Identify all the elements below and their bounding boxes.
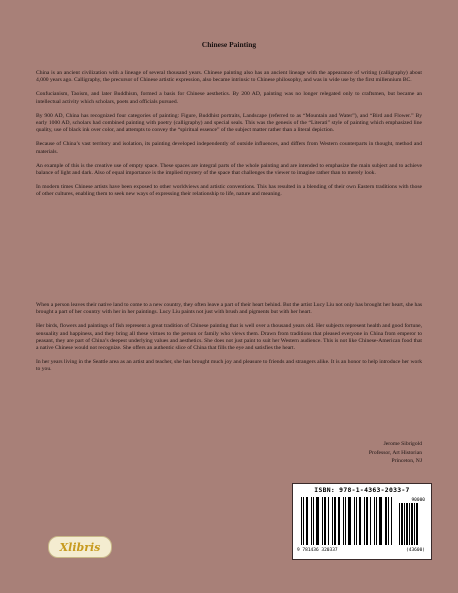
paragraph: When a person leaves their native land to come to a new country, they often leave a part of their heart behind. But the artist Lucy Liu not only has brought her heart, she has brought a part of her country with her in her paintings. Lucy Liu paints not just with brush and pigments but with her heart. [36,302,422,316]
barcode-addon-bar [409,503,410,545]
barcode-bar [316,497,319,545]
barcode-bar [322,497,323,545]
barcode-bar [366,497,368,545]
barcode-bars [301,497,425,545]
barcode-addon-bar [401,503,403,545]
barcode-bar [301,497,302,545]
barcode-bar [306,497,308,545]
barcode-bar [354,497,355,545]
barcode-addon-bar [404,503,405,545]
paragraph: Confucianism, Taoism, and later Buddhism, formed a basis for Chinese aesthetics. By 200 AD, painting was no longer relegated only to craftsmen, but became an intellectual activity which scholars, poets and officials pursued. [36,91,422,105]
publisher-logo [48,536,112,558]
barcode-bar [332,497,333,545]
barcode-addon-bar [414,503,415,545]
barcode-addon-bar [411,503,413,545]
artist-section [36,302,422,381]
barcode-bar [324,497,326,545]
barcode-bar [364,497,365,545]
barcode-bar [379,497,382,545]
barcode-digits: 9 781436 320337 [297,548,338,553]
barcode-bar [334,497,336,545]
paragraph: Her birds, flowers and paintings of fish represent a great tradition of Chinese painting that is well over a thousand years old. Her subjects represent health and good fortune, sensuality and happiness, and they bring all these virtues to the person or family who views them. Drawn from traditions that pleased everyone in China from emperor to peasant, they are part of China’s deepest underlying values and aesthetics. She does not just paint to suit her Western audience. This is not like Chinese-American food that a native Chinese would not recognize. She offers an authentic slice of China that fills the eye and satisfies the heart. [36,323,422,352]
barcode-bar [391,497,392,545]
signature-block [369,440,422,466]
barcode-bar [303,497,304,545]
barcode-bar [348,497,351,545]
barcode-addon-bar [399,503,400,545]
paragraph: In her years living in the Seattle area as an artist and teacher, she has brought much joy and pleasure to friends and strangers alike. It is an honor to help introduce her work to you. [36,359,422,373]
barcode-bar [376,497,377,545]
barcode-bar [374,497,375,545]
barcode-bar [370,497,371,545]
barcode-bar [338,497,340,545]
paragraph: An example of this is the creative use of empty space. These spaces are integral parts of the whole painting and are intended to emphasize the main subject and to achieve balance of light and dark. Also of equal importance is the implied mystery of the space that challenges the viewer to imagine rather than to merely look. [36,162,422,177]
paragraph: By 900 AD, China has recognized four categories of painting: Figure, Buddhist portraits, Landscape (referred to as “Mountain and Water”), and “Bird and Flower.” By early 1000 AD, scholars had combined painting with poetry (calligraphy) and special seals. This was the genesis of the “Literati” style of painting which emphasized line quality, use of black ink over color, and attempts to convey the “spiritual essence” of the subject matter rather than a literal depiction. [36,112,422,134]
barcode-bar [343,497,344,545]
isbn-barcode [292,483,432,560]
signature-role: Professor, Art Historian [368,449,422,456]
barcode-addon-digits: (43600) [406,548,425,553]
barcode-bar [356,497,357,545]
barcode-bar [345,497,346,545]
signature-name: Jerome Sibrigold [383,441,422,447]
barcode-addon-bar [406,503,408,545]
barcode-bar [328,497,329,545]
isbn-label: ISBN: 978-1-4363-2033-7 [314,486,410,494]
barcode-bar [311,497,312,545]
page-title: Chinese Painting [201,40,257,49]
barcode-addon-bar [416,503,418,545]
barcode-bar [313,497,314,545]
barcode-bar [359,497,361,545]
barcode-bar [388,497,389,545]
barcode-addon-label: 90000 [411,498,425,503]
essay-section [36,70,422,206]
paragraph: China is an ancient civilization with a lineage of several thousand years. Chinese painting also has an ancient lineage with the appearance of writing (calligraphy) about 4,000 years ago. Calligraphy, the precursor of Chinese artistic expression, also became intrinsic to Chinese philosophy, and was in wide use by the first millennium BC. [36,70,422,84]
paragraph: In modern times Chinese artists have been exposed to other worldviews and artistic conventions. This has resulted in a blending of their own Eastern traditions with those of other cultures, enabling them to seek new ways of expressing their relationship to life, nature and meaning. [36,184,422,198]
signature-place: Princeton, NJ [391,458,422,465]
logo-text: Xlibris [59,540,101,554]
paragraph: Because of China’s vast territory and isolation, its painting developed independently of outside influences, and differs from Western counterparts in thought, method and materials. [36,141,422,155]
barcode-bar [385,497,387,545]
